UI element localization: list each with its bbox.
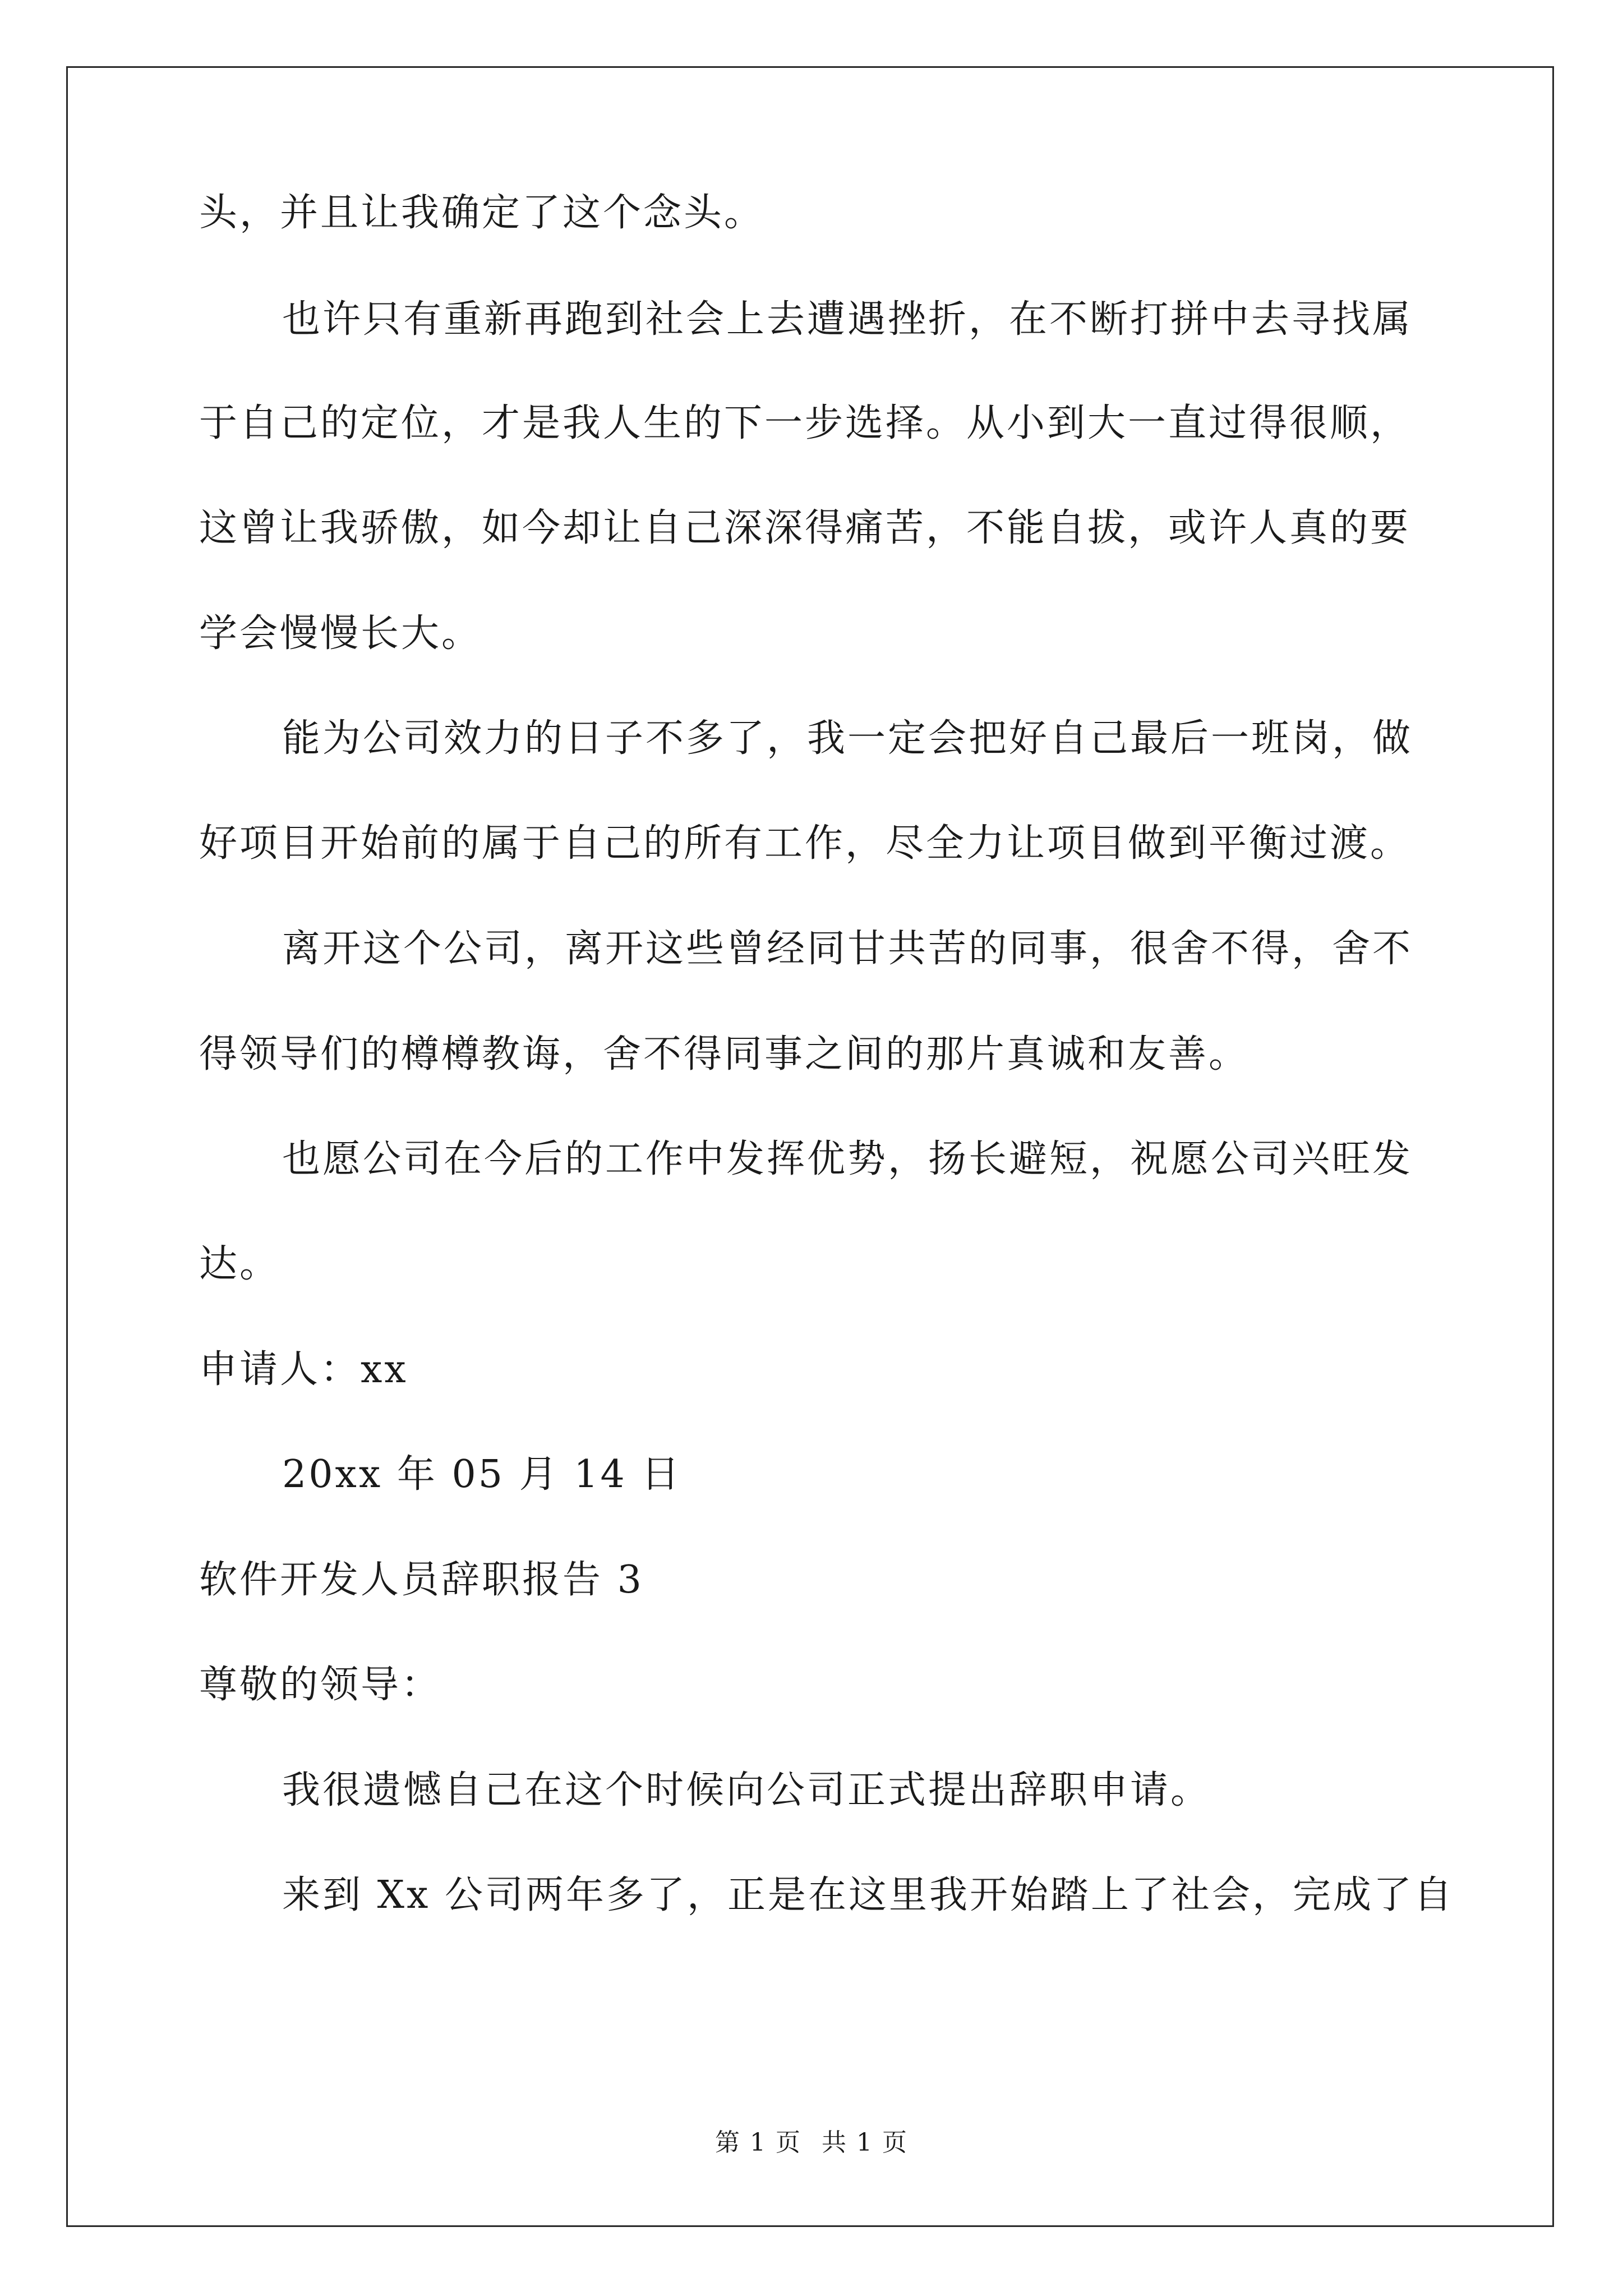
text-line: 好项目开始前的属于自己的所有工作，尽全力让项目做到平衡过渡。: [199, 821, 1411, 866]
paragraph-line: 来到 Xx 公司两年多了，正是在这里我开始踏上了社会，完成了自: [282, 1873, 1454, 1917]
page-total: 共 1 页: [822, 2128, 908, 2157]
text-line: 达。: [199, 1242, 280, 1286]
section-title: 软件开发人员辞职报告 3: [199, 1558, 644, 1602]
paragraph-line: 我很遗憾自己在这个时候向公司正式提出辞职申请。: [282, 1768, 1211, 1812]
page-footer: [0, 2126, 1623, 2160]
paragraph-line: 离开这个公司，离开这些曾经同甘共苦的同事，很舍不得，舍不: [282, 927, 1413, 971]
applicant-line: 申请人：xx: [199, 1347, 408, 1392]
text-line: 得领导们的樽樽教诲，舍不得同事之间的那片真诚和友善。: [199, 1032, 1249, 1076]
text-line: 头，并且让我确定了这个念头。: [199, 191, 765, 235]
text-line: 学会慢慢长大。: [199, 611, 482, 656]
salutation: 尊敬的领导：: [199, 1663, 442, 1707]
date-line: 20xx 年 05 月 14 日: [282, 1452, 682, 1497]
paragraph-line: 能为公司效力的日子不多了，我一定会把好自己最后一班岗，做: [282, 716, 1413, 761]
text-line: 这曾让我骄傲，如今却让自己深深得痛苦，不能自拔，或许人真的要: [199, 506, 1411, 550]
paragraph-line: 也愿公司在今后的工作中发挥优势，扬长避短，祝愿公司兴旺发: [282, 1137, 1413, 1181]
text-line: 于自己的定位，才是我人生的下一步选择。从小到大一直过得很顺，: [199, 401, 1411, 445]
paragraph-line: 也许只有重新再跑到社会上去遭遇挫折，在不断打拼中去寻找属: [282, 297, 1413, 342]
page-number: 第 1 页: [715, 2128, 801, 2157]
